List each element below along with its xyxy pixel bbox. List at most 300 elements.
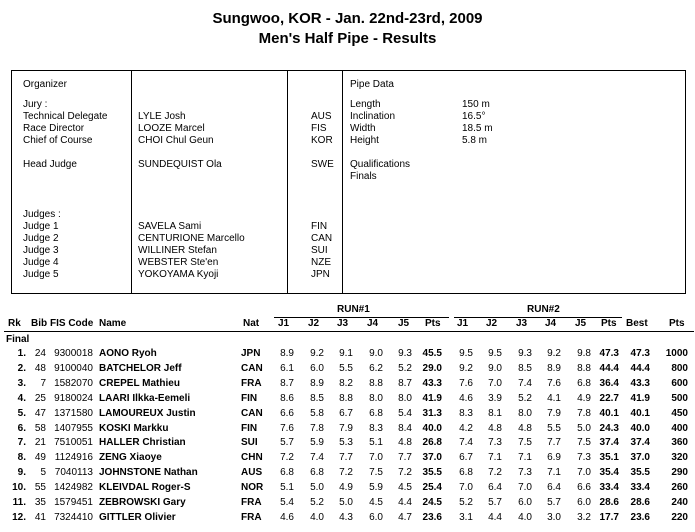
best-cell: 33.4 xyxy=(630,482,650,494)
run1-judge-score: 7.2 xyxy=(280,452,294,464)
bib-cell: 25 xyxy=(34,392,46,404)
col-run1-j2: J2 xyxy=(308,318,320,329)
run1-judge-score: 7.6 xyxy=(280,422,294,434)
fis-points-cell: 800 xyxy=(671,362,688,374)
official-nat: AUS xyxy=(311,111,332,122)
fis-code-cell: 9180024 xyxy=(54,392,93,404)
run2-judge-score: 6.0 xyxy=(518,497,532,508)
fis-points-cell: 450 xyxy=(671,407,688,419)
fis-code-cell: 1407955 xyxy=(54,422,93,434)
judge-role: Judge 3 xyxy=(23,245,59,256)
run2-judge-score: 6.8 xyxy=(459,467,473,479)
info-divider xyxy=(287,71,288,293)
run1-judge-score: 6.1 xyxy=(280,362,294,374)
name-cell: KLEIVDAL Roger-S xyxy=(99,482,191,494)
nat-cell: FRA xyxy=(241,377,262,389)
run1-judge-score: 5.9 xyxy=(369,482,383,494)
run2-judge-score: 6.7 xyxy=(459,452,473,464)
run2-points: 22.7 xyxy=(599,392,619,404)
fis-points-cell: 320 xyxy=(671,452,688,464)
run1-judge-score: 6.6 xyxy=(280,407,294,419)
nat-cell: FRA xyxy=(241,511,262,523)
fis-points-cell: 1000 xyxy=(665,348,688,359)
page-title: Sungwoo, KOR - Jan. 22nd-23rd, 2009 xyxy=(212,10,483,27)
run2-judge-score: 4.4 xyxy=(488,511,502,523)
run2-judge-score: 7.5 xyxy=(518,437,532,449)
best-cell: 23.6 xyxy=(630,511,650,523)
head-judge-name: SUNDEQUIST Ola xyxy=(138,159,222,170)
run2-judge-score: 9.2 xyxy=(547,348,561,359)
nat-cell: FRA xyxy=(241,497,262,508)
run2-judge-score: 7.5 xyxy=(577,437,591,449)
table-row xyxy=(0,510,695,525)
table-row xyxy=(0,391,695,406)
bib-cell: 24 xyxy=(34,348,46,359)
col-nat: Nat xyxy=(243,318,260,329)
judge-role: Judge 1 xyxy=(23,221,59,232)
col-run2-pts: Pts xyxy=(601,318,617,329)
run2-judge-score: 7.8 xyxy=(577,407,591,419)
run1-points: 31.3 xyxy=(422,407,442,419)
info-divider xyxy=(342,71,343,293)
official-role: Chief of Course xyxy=(23,135,93,146)
rank-cell: 7. xyxy=(17,437,26,449)
run2-judge-score: 3.0 xyxy=(547,511,561,523)
col-rk: Rk xyxy=(8,318,21,329)
jury-label: Jury : xyxy=(23,99,48,110)
run1-judge-score: 8.9 xyxy=(280,348,294,359)
nat-cell: CHN xyxy=(241,452,263,464)
run2-judge-score: 3.2 xyxy=(577,511,591,523)
name-cell: HALLER Christian xyxy=(99,437,186,449)
run1-judge-score: 7.5 xyxy=(369,467,383,479)
run2-judge-score: 8.9 xyxy=(547,362,561,374)
col-run1-j1: J1 xyxy=(278,318,290,329)
table-row xyxy=(0,406,695,421)
bib-cell: 48 xyxy=(34,362,46,374)
pipe-param-label: Length xyxy=(350,99,381,110)
run2-judge-score: 5.7 xyxy=(488,497,502,508)
nat-cell: JPN xyxy=(241,348,261,359)
run2-judge-score: 7.0 xyxy=(577,467,591,479)
judge-name: CENTURIONE Marcello xyxy=(138,233,245,244)
run1-judge-score: 4.4 xyxy=(398,497,412,508)
judge-name: SAVELA Sami xyxy=(138,221,202,232)
fis-points-cell: 360 xyxy=(671,437,688,449)
run1-judge-score: 6.8 xyxy=(310,467,324,479)
run1-judge-score: 8.7 xyxy=(280,377,294,389)
run1-judge-score: 4.7 xyxy=(398,511,412,523)
run2-points: 37.4 xyxy=(599,437,619,449)
run1-judge-score: 7.0 xyxy=(369,452,383,464)
run1-judge-score: 8.4 xyxy=(398,422,412,434)
nat-cell: FIN xyxy=(241,422,258,434)
table-row xyxy=(0,495,695,510)
run2-judge-score: 6.4 xyxy=(488,482,502,494)
official-role: Technical Delegate xyxy=(23,111,108,122)
run1-judge-score: 6.2 xyxy=(369,362,383,374)
name-cell: GITTLER Olivier xyxy=(99,511,176,523)
best-cell: 28.6 xyxy=(630,497,650,508)
head-judge-role: Head Judge xyxy=(23,159,77,170)
run1-judge-score: 6.7 xyxy=(339,407,353,419)
run2-points: 24.3 xyxy=(599,422,619,434)
run2-points: 33.4 xyxy=(599,482,619,494)
run1-judge-score: 7.9 xyxy=(339,422,353,434)
col-run1-j4: J4 xyxy=(367,318,379,329)
col-run2-j4: J4 xyxy=(545,318,557,329)
run1-judge-score: 4.9 xyxy=(339,482,353,494)
run1-judge-score: 5.2 xyxy=(398,362,412,374)
fis-points-cell: 260 xyxy=(671,482,688,494)
run1-points: 37.0 xyxy=(422,452,442,464)
run2-judge-score: 8.8 xyxy=(577,362,591,374)
fis-code-cell: 1579451 xyxy=(54,497,93,508)
name-cell: BATCHELOR Jeff xyxy=(99,362,182,374)
run2-points: 44.4 xyxy=(599,362,619,374)
run1-judge-score: 5.8 xyxy=(310,407,324,419)
run1-judge-score: 6.0 xyxy=(369,511,383,523)
run1-judge-score: 6.8 xyxy=(280,467,294,479)
bib-cell: 49 xyxy=(34,452,46,464)
run1-judge-score: 8.0 xyxy=(369,392,383,404)
run1-judge-score: 8.3 xyxy=(369,422,383,434)
run1-rule xyxy=(274,317,449,318)
run1-judge-score: 5.3 xyxy=(339,437,353,449)
run1-judge-score: 4.6 xyxy=(280,511,294,523)
col-name: Name xyxy=(99,318,127,329)
judge-nat: JPN xyxy=(311,269,330,280)
run2-judge-score: 6.0 xyxy=(577,497,591,508)
run2-judge-score: 8.1 xyxy=(488,407,502,419)
head-judge-nat: SWE xyxy=(311,159,334,170)
run1-judge-score: 5.4 xyxy=(280,497,294,508)
run2-judge-score: 7.2 xyxy=(488,467,502,479)
pipe-data-label: Pipe Data xyxy=(350,79,394,90)
official-role: Race Director xyxy=(23,123,85,134)
col-fis-code: FIS Code xyxy=(50,318,94,329)
best-cell: 37.0 xyxy=(630,452,650,464)
fis-code-cell: 9100040 xyxy=(54,362,93,374)
judge-nat: NZE xyxy=(311,257,331,268)
run1-points: 26.8 xyxy=(422,437,442,449)
info-divider xyxy=(131,71,132,293)
nat-cell: FIN xyxy=(241,392,258,404)
table-row xyxy=(0,480,695,495)
run1-judge-score: 5.0 xyxy=(339,497,353,508)
run1-judge-score: 5.4 xyxy=(398,407,412,419)
name-cell: LAMOUREUX Justin xyxy=(99,407,196,419)
qualifications-label: Qualifications xyxy=(350,159,411,170)
run2-judge-score: 6.8 xyxy=(577,377,591,389)
run2-header: RUN#2 xyxy=(527,304,560,315)
official-name: LOOZE Marcel xyxy=(138,123,205,134)
rank-cell: 4. xyxy=(17,392,26,404)
judge-role: Judge 5 xyxy=(23,269,59,280)
run2-judge-score: 4.2 xyxy=(459,422,473,434)
run2-judge-score: 9.5 xyxy=(488,348,502,359)
run2-judge-score: 9.3 xyxy=(518,348,532,359)
final-section-label: Final xyxy=(6,334,30,345)
run2-judge-score: 8.0 xyxy=(518,407,532,419)
official-nat: FIS xyxy=(311,123,327,134)
best-cell: 37.4 xyxy=(630,437,650,449)
run1-judge-score: 8.0 xyxy=(398,392,412,404)
judge-name: WEBSTER Ste'en xyxy=(138,257,219,268)
fis-code-cell: 7040113 xyxy=(54,467,93,479)
run2-judge-score: 7.4 xyxy=(459,437,473,449)
run2-judge-score: 9.5 xyxy=(459,348,473,359)
run1-judge-score: 7.4 xyxy=(310,452,324,464)
run2-judge-score: 5.2 xyxy=(459,497,473,508)
table-row xyxy=(0,361,695,376)
run2-judge-score: 4.8 xyxy=(488,422,502,434)
bib-cell: 7 xyxy=(40,377,46,389)
fis-code-cell: 1424982 xyxy=(54,482,93,494)
col-best: Best xyxy=(626,318,648,329)
bib-cell: 47 xyxy=(34,407,46,419)
run2-judge-score: 5.5 xyxy=(547,422,561,434)
best-cell: 41.9 xyxy=(630,392,650,404)
table-row xyxy=(0,376,695,391)
name-cell: ZENG Xiaoye xyxy=(99,452,162,464)
run2-judge-score: 7.6 xyxy=(459,377,473,389)
col-run2-j1: J1 xyxy=(457,318,469,329)
run1-judge-score: 7.7 xyxy=(339,452,353,464)
rank-cell: 12. xyxy=(12,511,26,523)
fis-code-cell: 7510051 xyxy=(54,437,93,449)
official-nat: KOR xyxy=(311,135,333,146)
pipe-param-label: Inclination xyxy=(350,111,396,122)
bib-cell: 21 xyxy=(34,437,46,449)
col-run2-j5: J5 xyxy=(575,318,587,329)
fis-code-cell: 1371580 xyxy=(54,407,93,419)
run1-judge-score: 5.0 xyxy=(310,482,324,494)
run2-judge-score: 7.1 xyxy=(547,467,561,479)
official-name: CHOI Chul Geun xyxy=(138,135,214,146)
bib-cell: 55 xyxy=(34,482,46,494)
judge-role: Judge 4 xyxy=(23,257,59,268)
col-run2-j2: J2 xyxy=(486,318,498,329)
name-cell: CREPEL Mathieu xyxy=(99,377,180,389)
run2-judge-score: 4.0 xyxy=(518,511,532,523)
official-name: LYLE Josh xyxy=(138,111,186,122)
run2-judge-score: 6.9 xyxy=(547,452,561,464)
col-run1-j5: J5 xyxy=(398,318,410,329)
run1-judge-score: 6.8 xyxy=(369,407,383,419)
name-cell: ZEBROWSKI Gary xyxy=(99,497,186,508)
judges-label: Judges : xyxy=(23,209,61,220)
pipe-param-value: 150 m xyxy=(462,99,490,110)
run2-judge-score: 5.7 xyxy=(547,497,561,508)
table-row xyxy=(0,346,695,361)
best-cell: 44.4 xyxy=(630,362,650,374)
pipe-param-value: 5.8 m xyxy=(462,135,488,146)
run2-judge-score: 7.3 xyxy=(488,437,502,449)
name-cell: JOHNSTONE Nathan xyxy=(99,467,198,479)
fis-points-cell: 220 xyxy=(671,511,688,523)
run2-judge-score: 3.1 xyxy=(459,511,473,523)
judge-name: YOKOYAMA Kyoji xyxy=(138,269,219,280)
run1-judge-score: 5.9 xyxy=(310,437,324,449)
run1-judge-score: 7.2 xyxy=(398,467,412,479)
pipe-param-value: 18.5 m xyxy=(462,123,493,134)
run2-judge-score: 4.1 xyxy=(547,392,561,404)
table-row xyxy=(0,421,695,436)
name-cell: AONO Ryoh xyxy=(99,348,157,359)
table-row xyxy=(0,465,695,480)
run1-points: 41.9 xyxy=(422,392,442,404)
run1-judge-score: 4.3 xyxy=(339,511,353,523)
pipe-param-label: Height xyxy=(350,135,379,146)
run1-judge-score: 8.8 xyxy=(369,377,383,389)
nat-cell: AUS xyxy=(241,467,263,479)
run1-judge-score: 5.7 xyxy=(280,437,294,449)
run2-judge-score: 7.1 xyxy=(488,452,502,464)
run1-judge-score: 7.8 xyxy=(310,422,324,434)
finals-label: Finals xyxy=(350,171,377,182)
rank-cell: 5. xyxy=(17,407,26,419)
col-run1-pts: Pts xyxy=(425,318,441,329)
run1-judge-score: 4.5 xyxy=(398,482,412,494)
run1-judge-score: 8.5 xyxy=(310,392,324,404)
fis-points-cell: 240 xyxy=(671,497,688,508)
run2-judge-score: 7.0 xyxy=(518,482,532,494)
run2-points: 17.7 xyxy=(599,511,619,523)
fis-points-cell: 500 xyxy=(671,392,688,404)
run2-judge-score: 9.8 xyxy=(577,348,591,359)
run2-judge-score: 6.6 xyxy=(577,482,591,494)
run2-judge-score: 7.9 xyxy=(547,407,561,419)
run2-points: 28.6 xyxy=(599,497,619,508)
col-points: Pts xyxy=(669,318,685,329)
best-cell: 35.5 xyxy=(630,467,650,479)
run1-judge-score: 9.2 xyxy=(310,348,324,359)
table-row xyxy=(0,450,695,465)
nat-cell: SUI xyxy=(241,437,258,449)
table-row xyxy=(0,435,695,450)
run2-judge-score: 7.6 xyxy=(547,377,561,389)
run2-judge-score: 5.2 xyxy=(518,392,532,404)
fis-points-cell: 290 xyxy=(671,467,688,479)
rank-cell: 11. xyxy=(12,497,26,508)
run1-points: 29.0 xyxy=(422,362,442,374)
pipe-param-value: 16.5° xyxy=(462,111,486,122)
rank-cell: 1. xyxy=(17,348,26,359)
name-cell: LAARI Ilkka-Eemeli xyxy=(99,392,191,404)
run2-points: 35.4 xyxy=(599,467,619,479)
run1-judge-score: 4.5 xyxy=(369,497,383,508)
run1-points: 25.4 xyxy=(422,482,442,494)
fis-code-cell: 9300018 xyxy=(54,348,93,359)
run2-judge-score: 7.0 xyxy=(459,482,473,494)
run2-judge-score: 7.0 xyxy=(488,377,502,389)
run1-judge-score: 8.2 xyxy=(339,377,353,389)
rank-cell: 8. xyxy=(17,452,26,464)
rank-cell: 2. xyxy=(17,362,26,374)
organizer-label: Organizer xyxy=(23,79,67,90)
run1-judge-score: 8.9 xyxy=(310,377,324,389)
fis-code-cell: 7324410 xyxy=(54,511,93,523)
best-cell: 47.3 xyxy=(630,348,650,359)
run1-points: 23.6 xyxy=(422,511,442,523)
run1-points: 35.5 xyxy=(422,467,442,479)
run1-judge-score: 8.8 xyxy=(339,392,353,404)
run1-header: RUN#1 xyxy=(337,304,370,315)
best-cell: 40.1 xyxy=(630,407,650,419)
page-subtitle: Men's Half Pipe - Results xyxy=(258,30,437,47)
col-run2-j3: J3 xyxy=(516,318,528,329)
run2-points: 35.1 xyxy=(599,452,619,464)
run2-judge-score: 7.3 xyxy=(577,452,591,464)
run2-judge-score: 6.4 xyxy=(547,482,561,494)
judge-nat: FIN xyxy=(311,221,328,232)
run2-rule xyxy=(454,317,622,318)
run1-judge-score: 5.5 xyxy=(339,362,353,374)
run2-judge-score: 5.0 xyxy=(577,422,591,434)
run1-judge-score: 6.0 xyxy=(310,362,324,374)
run2-judge-score: 8.3 xyxy=(459,407,473,419)
judge-nat: SUI xyxy=(311,245,328,256)
run2-judge-score: 7.4 xyxy=(518,377,532,389)
run1-points: 43.3 xyxy=(422,377,442,389)
best-cell: 40.0 xyxy=(630,422,650,434)
nat-cell: CAN xyxy=(241,407,263,419)
run1-points: 40.0 xyxy=(422,422,442,434)
judge-name: WILLINER Stefan xyxy=(138,245,217,256)
run1-judge-score: 7.2 xyxy=(339,467,353,479)
rank-cell: 10. xyxy=(12,482,26,494)
col-run1-j3: J3 xyxy=(337,318,349,329)
run1-judge-score: 5.2 xyxy=(310,497,324,508)
run1-judge-score: 4.0 xyxy=(310,511,324,523)
run2-judge-score: 4.9 xyxy=(577,392,591,404)
run2-judge-score: 7.3 xyxy=(518,467,532,479)
best-cell: 43.3 xyxy=(630,377,650,389)
rank-cell: 3. xyxy=(17,377,26,389)
event-info-box xyxy=(11,70,686,294)
bib-cell: 35 xyxy=(34,497,46,508)
rank-cell: 6. xyxy=(17,422,26,434)
judge-role: Judge 2 xyxy=(23,233,59,244)
run1-judge-score: 7.7 xyxy=(398,452,412,464)
run2-judge-score: 8.5 xyxy=(518,362,532,374)
run1-points: 24.5 xyxy=(422,497,442,508)
run1-points: 45.5 xyxy=(422,348,442,359)
bib-cell: 5 xyxy=(40,467,46,479)
run2-judge-score: 7.1 xyxy=(518,452,532,464)
run2-judge-score: 4.6 xyxy=(459,392,473,404)
run1-judge-score: 9.1 xyxy=(339,348,353,359)
run1-judge-score: 5.1 xyxy=(280,482,294,494)
fis-code-cell: 1124916 xyxy=(54,452,93,464)
run2-points: 36.4 xyxy=(599,377,619,389)
pipe-param-label: Width xyxy=(350,123,376,134)
run2-judge-score: 3.9 xyxy=(488,392,502,404)
rank-cell: 9. xyxy=(17,467,26,479)
run2-judge-score: 9.0 xyxy=(488,362,502,374)
run1-judge-score: 9.0 xyxy=(369,348,383,359)
header-rule xyxy=(4,331,694,332)
fis-points-cell: 600 xyxy=(671,377,688,389)
run2-points: 47.3 xyxy=(599,348,619,359)
run2-judge-score: 4.8 xyxy=(518,422,532,434)
run2-points: 40.1 xyxy=(599,407,619,419)
run1-judge-score: 4.8 xyxy=(398,437,412,449)
run1-judge-score: 9.3 xyxy=(398,348,412,359)
nat-cell: NOR xyxy=(241,482,264,494)
bib-cell: 58 xyxy=(34,422,46,434)
